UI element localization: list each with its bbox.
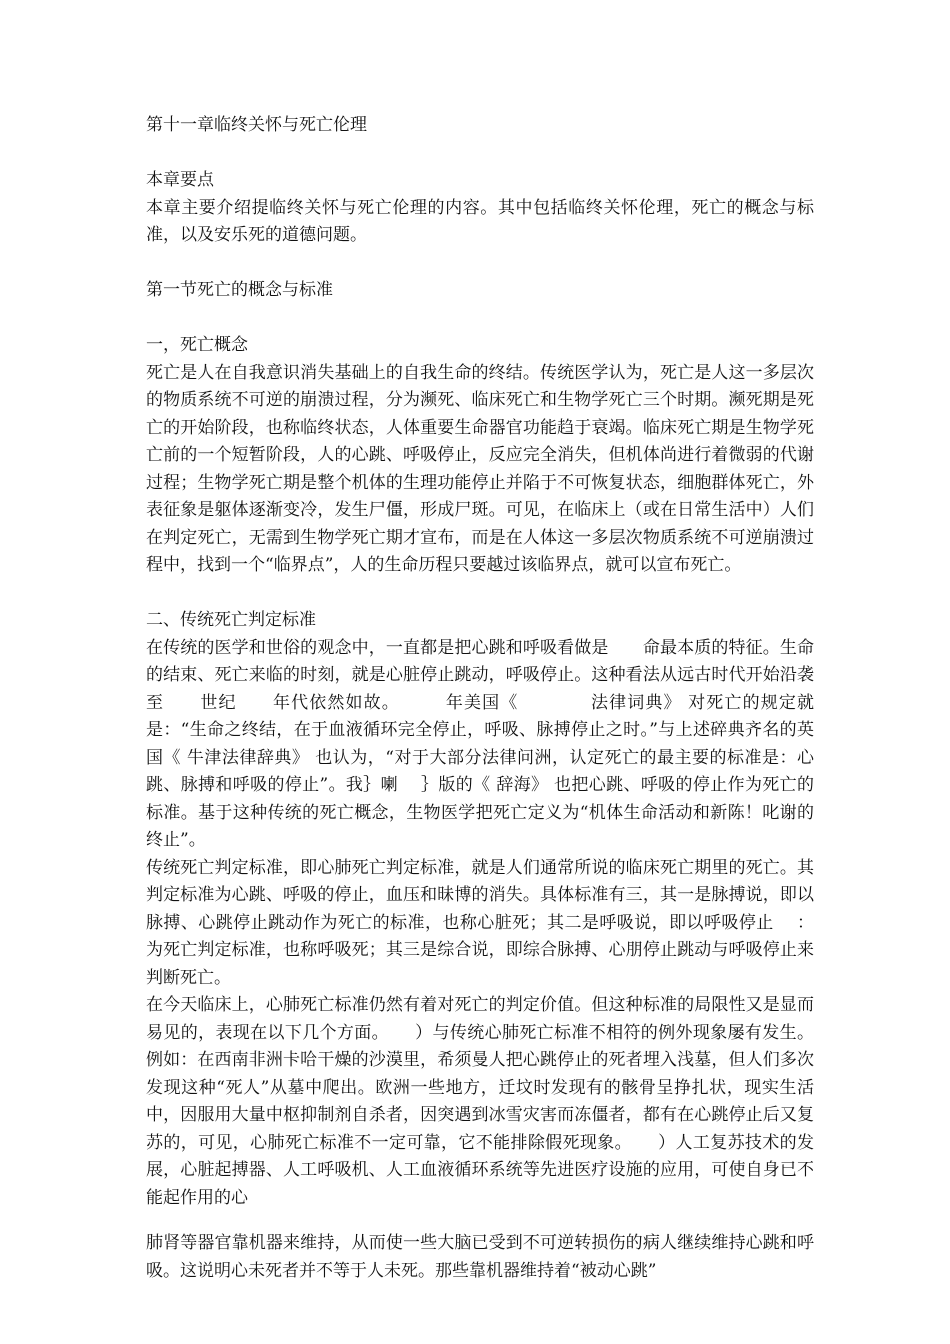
summary-heading: 本章要点 (146, 170, 214, 190)
paragraph-traditional-2: 传统死亡判定标准，即心肺死亡判定标准，就是人们通常所说的临床死亡期里的死亡。其判定标准为心跳、呼吸的停止，血压和昧博的消失。具体标准有三，其一是脉搏说，即以脉搏、心跳停止跳动作为死亡的标准，也称心脏死；其二是呼吸说，即以呼吸停止 ：为死亡判定标准，也称呼吸死；其三是综合说，即综合脉搏、心朋停止跳动与呼吸停止来判断死亡。 (146, 857, 814, 988)
spacer (146, 580, 814, 608)
paragraph-death-concept: 死亡是人在自我意识消失基础上的自我生命的终结。传统医学认为，死亡是人这一多层次的物质系统不可逆的崩溃过程，分为濒死、临床死亡和生物学死亡三个时期。濒死期是死亡的开始阶段，也称临终状态，人体重要生命器官功能趋于衰竭。临床死亡期是生物学死亡前的一个短暂阶段，人的心跳、呼吸停止，反应完全消失，但机体尚进行着微弱的代谢过程；生物学死亡期是整个机体的生理功能停止并陷于不可恢复状态，细胞群体死亡，外表征象是躯体逐渐变冷，发生尸僵，形成尸斑。可见，在临床上（或在日常生活中）人们在判定死亡，无需到生物学死亡期才宣布，而是在人体这一多层次物质系统不可逆崩溃过程中，找到一个“临界点”，人的生命历程只要越过该临界点，就可以宣布死亡。 (146, 362, 814, 575)
summary-text: 本章主要介绍提临终关怀与死亡伦理的内容。其中包括临终关怀伦理，死亡的概念与标准，以及安乐死的道德问题。 (146, 197, 814, 245)
section-title: 第一节死亡的概念与标准 (146, 280, 333, 300)
spacer (146, 305, 814, 333)
subsection-heading-death-concept: 一，死亡概念 (146, 335, 248, 355)
paragraph-traditional-3: 在今天临床上，心肺死亡标准仍然有着对死亡的判定价值。但这种标准的局限性又是显而易见的，表现在以下几个方面。 ）与传统心肺死亡标准不相符的例外现象屡有发生。例如：在西南非洲卡哈干燥的沙漠里，希须曼人把心跳停止的死者埋入浅墓，但人们多次发现这种“死人”从墓中爬出。欧洲一些地方，迁坟时发现有的骸骨呈挣扎状，现实生活中，因服用大量中枢抑制剂自杀者，因突遇到冰雪灾害而冻僵者，都有在心跳停止后又复苏的，可见，心肺死亡标准不一定可靠，它不能排除假死现象。 ）人工复苏技术的发展，心脏起搏器、人工呼吸机、人工血液循环系统等先进医疗设施的应用，可使自身已不能起作用的心 (146, 995, 814, 1208)
spacer (146, 140, 814, 168)
document-body (146, 112, 814, 1285)
spacer (146, 1212, 814, 1230)
chapter-title: 第十一章临终关怀与死亡伦理 (146, 115, 367, 135)
spacer (146, 250, 814, 278)
paragraph-traditional-1: 在传统的医学和世俗的观念中，一直都是把心跳和呼吸看做是 命最本质的特征。生命的结束、死亡来临的时刻，就是心脏停止跳动，呼吸停止。这种看法从远古时代开始沿袭至 世纪 年代依然如故。 年美国《 法律词典》 对死亡的规定就是：“生命之终结，在于血液循环完全停止，呼吸、脉搏停止之时。”与上述碎典齐名的英国《 牛津法律辞典》 也认为，“对于大部分法律问洲，认定死亡的最主要的标准是：心跳、脉搏和呼吸的停止”。我｝喇 ｝版的《 辞海》 也把心跳、呼吸的停止作为死亡的标准。基于这种传统的死亡概念，生物医学把死亡定义为“机体生命活动和新陈！叱谢的终止”。 (146, 637, 814, 850)
subsection-heading-traditional-standard: 二、传统死亡判定标准 (146, 610, 316, 630)
paragraph-traditional-4: 肺肾等器官靠机器来维持，从而使一些大脑已受到不可逆转损伤的病人继续维持心跳和呼吸。这说明心未死者并不等于人未死。那些靠机器维持着“被动心跳” (146, 1233, 814, 1281)
